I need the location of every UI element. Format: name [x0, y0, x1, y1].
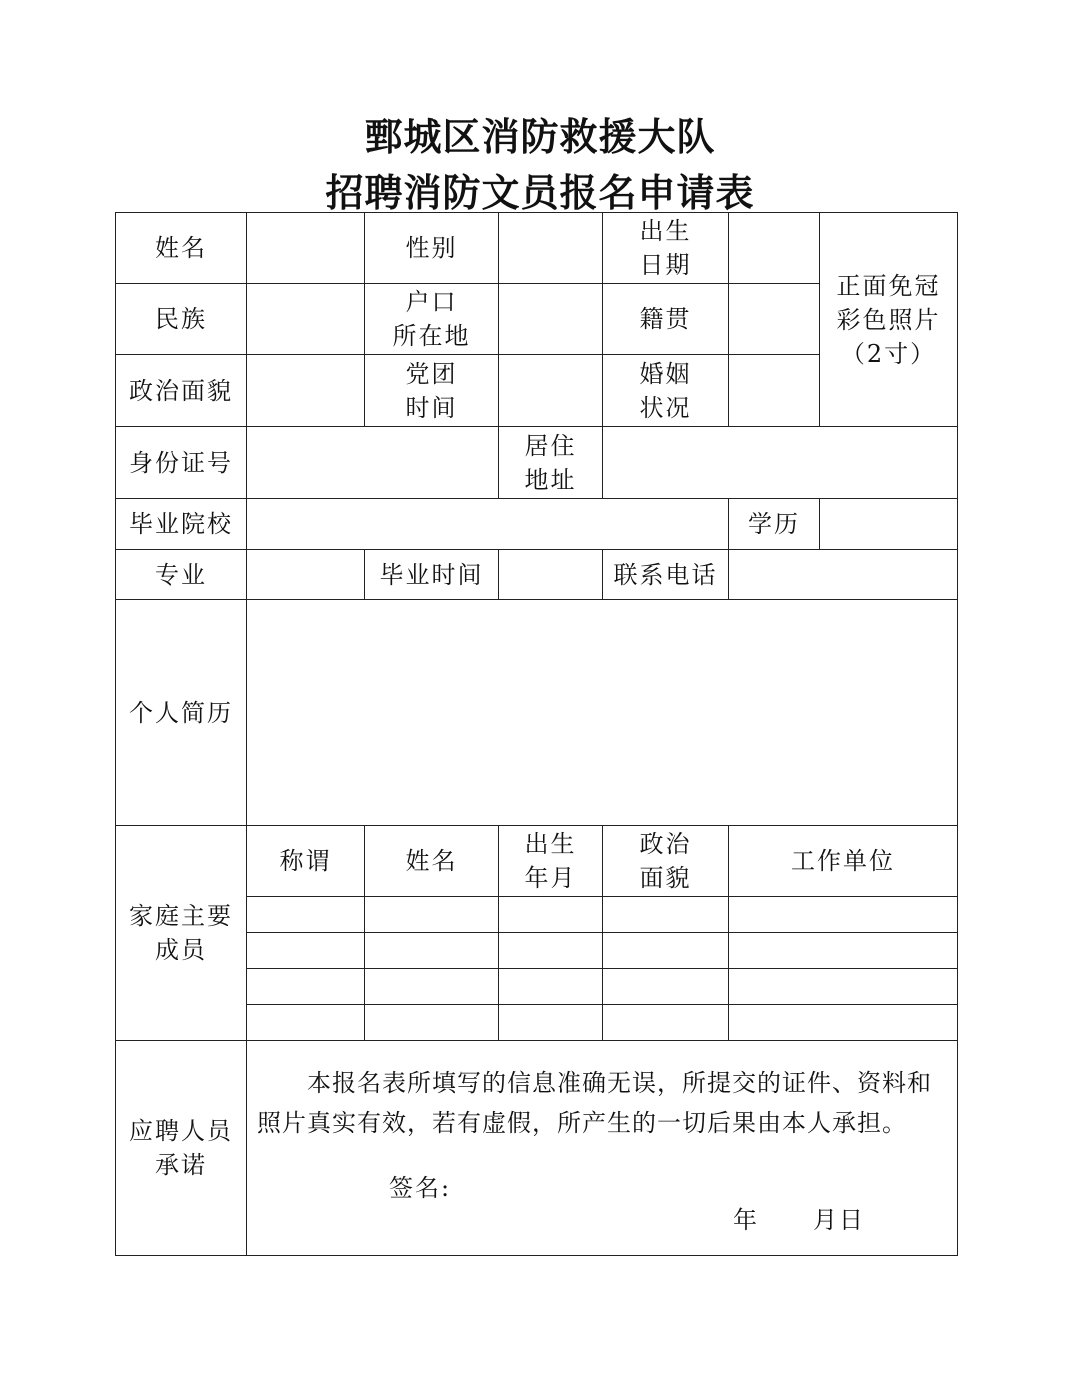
grad-time-field[interactable]: [499, 550, 603, 600]
major-label: 专业: [116, 550, 247, 600]
family-birth-field[interactable]: [499, 969, 603, 1005]
family-relation-field[interactable]: [247, 1005, 365, 1041]
family-work-field[interactable]: [729, 897, 958, 933]
form-title-line2: 招聘消防文员报名申请表: [325, 170, 755, 215]
commitment-label: 应聘人员 承诺: [116, 1041, 247, 1256]
phone-label: 联系电话: [603, 550, 729, 600]
family-header-relation: 称谓: [247, 826, 365, 897]
party-time-field[interactable]: [499, 355, 603, 427]
marital-status-label: 婚姻 状况: [603, 355, 729, 427]
application-form-table: [115, 212, 958, 1256]
family-name-field[interactable]: [365, 933, 499, 969]
education-field[interactable]: [820, 499, 958, 550]
id-number-field[interactable]: [247, 427, 499, 499]
family-label: 家庭主要 成员: [116, 826, 247, 1041]
form-title-line1: 鄄城区消防救援大队: [364, 114, 716, 159]
family-name-field[interactable]: [365, 897, 499, 933]
family-header-name: 姓名: [365, 826, 499, 897]
ethnicity-field[interactable]: [247, 284, 365, 355]
photo-placeholder: 正面免冠 彩色照片 （2寸）: [820, 213, 958, 427]
political-status-field[interactable]: [247, 355, 365, 427]
family-birth-field[interactable]: [499, 1005, 603, 1041]
date-month-day-label: 月日: [813, 1206, 865, 1234]
native-place-field[interactable]: [729, 284, 820, 355]
id-number-label: 身份证号: [116, 427, 247, 499]
birth-date-field[interactable]: [729, 213, 820, 284]
commitment-text: 本报名表所填写的信息准确无误，所提交的证件、资料和照片真实有效，若有虚假，所产生的一切后果由本人承担。: [257, 1069, 932, 1137]
major-field[interactable]: [247, 550, 365, 600]
birth-date-label: 出生 日期: [603, 213, 729, 284]
commitment-cell: [247, 1041, 958, 1256]
gender-label: 性别: [365, 213, 499, 284]
family-name-field[interactable]: [365, 969, 499, 1005]
address-field[interactable]: [603, 427, 958, 499]
hukou-field[interactable]: [499, 284, 603, 355]
marital-status-field[interactable]: [729, 355, 820, 427]
address-label: 居住 地址: [499, 427, 603, 499]
family-political-field[interactable]: [603, 933, 729, 969]
family-work-field[interactable]: [729, 1005, 958, 1041]
family-relation-field[interactable]: [247, 897, 365, 933]
family-political-field[interactable]: [603, 1005, 729, 1041]
signature-label: 签名:: [389, 1174, 452, 1202]
family-birth-field[interactable]: [499, 933, 603, 969]
party-time-label: 党团 时间: [365, 355, 499, 427]
ethnicity-label: 民族: [116, 284, 247, 355]
gender-field[interactable]: [499, 213, 603, 284]
resume-field[interactable]: [247, 600, 958, 826]
family-name-field[interactable]: [365, 1005, 499, 1041]
family-work-field[interactable]: [729, 969, 958, 1005]
school-label: 毕业院校: [116, 499, 247, 550]
family-relation-field[interactable]: [247, 969, 365, 1005]
name-field[interactable]: [247, 213, 365, 284]
date-year-label: 年: [733, 1206, 759, 1234]
political-status-label: 政治面貌: [116, 355, 247, 427]
hukou-label: 户口 所在地: [365, 284, 499, 355]
education-label: 学历: [729, 499, 820, 550]
grad-time-label: 毕业时间: [365, 550, 499, 600]
resume-label: 个人简历: [116, 600, 247, 826]
phone-field[interactable]: [729, 550, 958, 600]
family-work-field[interactable]: [729, 933, 958, 969]
school-field[interactable]: [247, 499, 729, 550]
family-political-field[interactable]: [603, 969, 729, 1005]
native-place-label: 籍贯: [603, 284, 729, 355]
family-relation-field[interactable]: [247, 933, 365, 969]
name-label: 姓名: [116, 213, 247, 284]
family-header-work: 工作单位: [729, 826, 958, 897]
family-political-field[interactable]: [603, 897, 729, 933]
family-header-political: 政治 面貌: [603, 826, 729, 897]
family-birth-field[interactable]: [499, 897, 603, 933]
family-header-birth: 出生 年月: [499, 826, 603, 897]
